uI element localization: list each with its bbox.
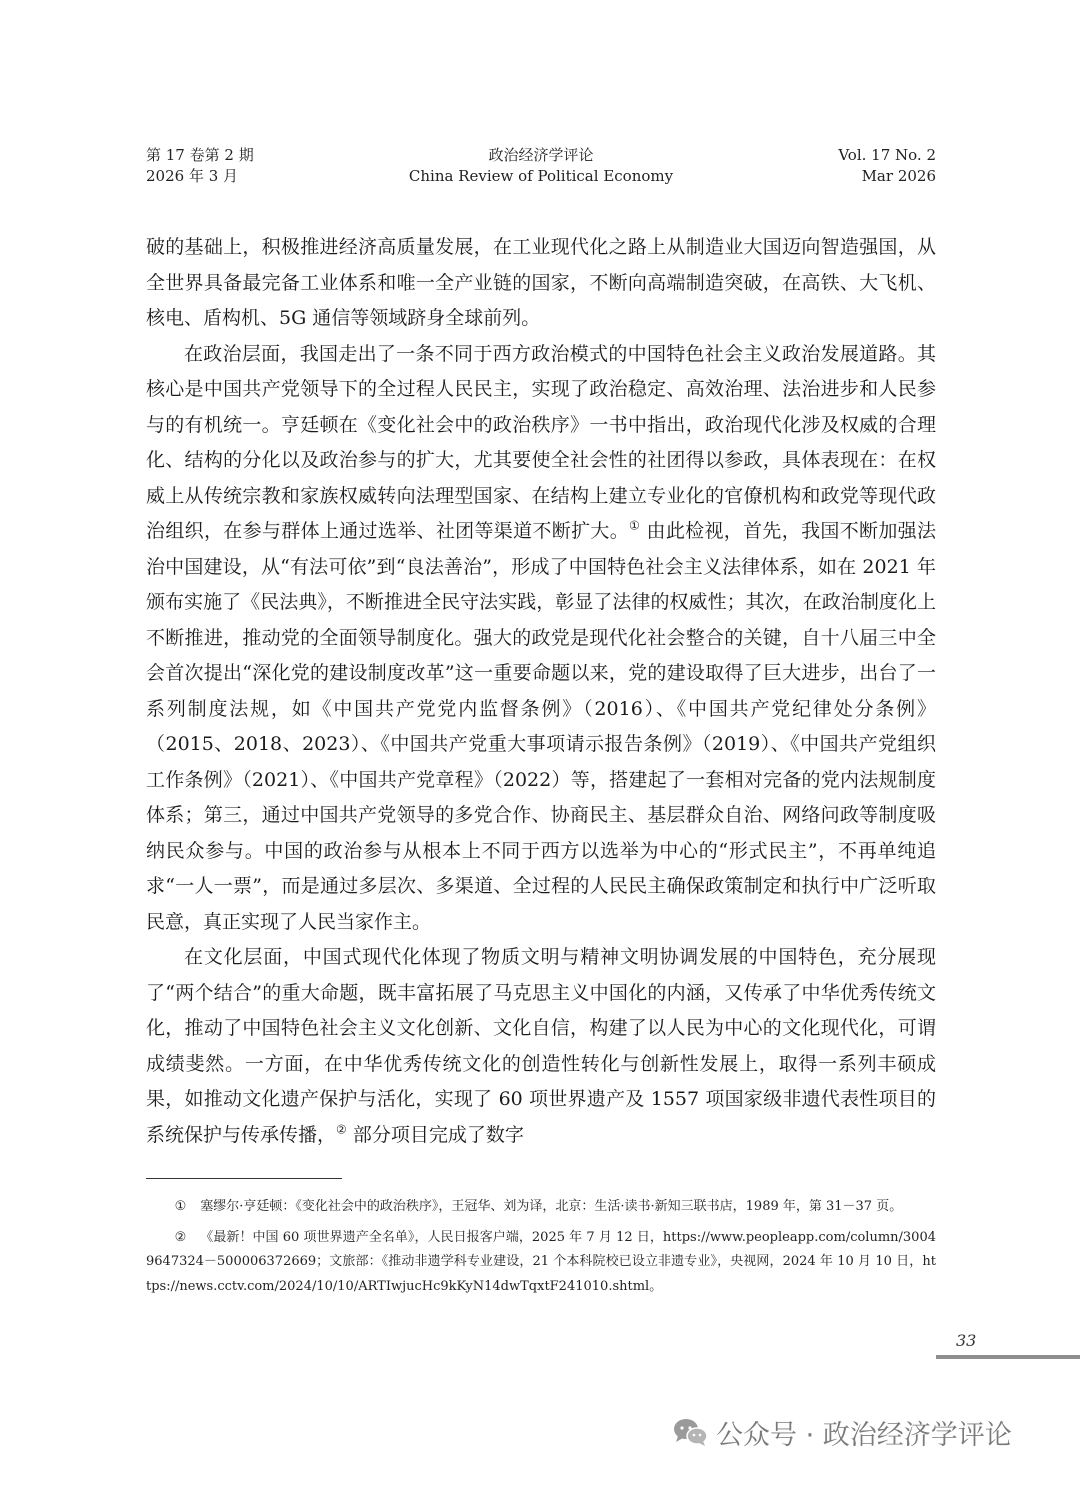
footnote-text: 《最新！中国 60 项世界遗产全名单》，人民日报客户端，2025 年 7 月 12 日，https://www.peopleapp.com/column/30049647324－500006372669；文旅部：《推动非遗学科专业建设，21 个本科院校已设立非遗专业》，央视网，2024 年 10 月 10 日，https://news.cctv.com/2024/10/10/ARTIwjucHc9kKyN14dwTqxtF241010.shtml。 <box>146 1229 936 1294</box>
paragraph-text: 在政治层面，我国走出了一条不同于西方政治模式的中国特色社会主义政治发展道路。其核心是中国共产党领导下的全过程人民民主，实现了政治稳定、高效治理、法治进步和人民参与的有机统一。亨廷顿在《变化社会中的政治秩序》一书中指出，政治现代化涉及权威的合理化、结构的分化以及政治参与的扩大，尤其要使全社会性的社团得以参政，具体表现在：在权威上从传统宗教和家族权威转向法理型国家、在结构上建立专业化的官僚机构和政党等现代政治组织，在参与群体上通过选举、社团等渠道不断扩大。 <box>146 342 936 542</box>
paragraph-politics <box>146 337 936 941</box>
running-header <box>146 145 936 189</box>
journal-title-cn: 政治经济学评论 <box>488 146 594 164</box>
paragraph-text: 部分项目完成了数字 <box>346 1123 524 1146</box>
footnote-2 <box>146 1226 936 1300</box>
paragraph-continued: 破的基础上，积极推进经济高质量发展，在工业现代化之路上从制造业大国迈向智造强国，从全世界具备最完备工业体系和唯一全产业链的国家，不断向高端制造突破，在高铁、大飞机、核电、盾构机、5G 通信等领域跻身全球前列。 <box>146 236 936 329</box>
issue-date-en: Mar 2026 <box>861 167 936 185</box>
footnote-text: 塞缪尔·亨廷顿：《变化社会中的政治秩序》，王冠华、刘为译，北京：生活·读书·新知三联书店，1989 年，第 31－37 页。 <box>200 1199 903 1214</box>
page-number: 33 <box>956 1331 977 1350</box>
footnotes <box>146 1195 936 1305</box>
wechat-watermark <box>672 1412 1012 1452</box>
header-right <box>838 145 936 187</box>
paragraph-culture <box>146 940 936 1153</box>
paragraph-text: 在文化层面，中国式现代化体现了物质文明与精神文明协调发展的中国特色，充分展现了“两个结合”的重大命题，既丰富拓展了马克思主义中国化的内涵，又传承了中华优秀传统文化，推动了中国特色社会主义文化创新、文化自信，构建了以人民为中心的文化现代化，可谓成绩斐然。一方面，在中华优秀传统文化的创造性转化与创新性发展上，取得一系列丰硕成果，如推动文化遗产保护与活化，实现了 60 项世界遗产及 1557 项国家级非遗代表性项目的系统保护与传承传播， <box>146 946 936 1146</box>
footnote-mark: ① <box>174 1199 187 1214</box>
page-number-bar <box>936 1355 1080 1359</box>
volume-number-en: Vol. 17 No. 2 <box>838 146 936 164</box>
footnote-ref-2[interactable]: ② <box>336 1122 347 1137</box>
paragraph-text: 由此检视，首先，我国不断加强法治中国建设，从“有法可依”到“良法善治”，形成了中国特色社会主义法律体系，如在 2021 年颁布实施了《民法典》，不断推进全民守法实践，彰显了法律的权威性；其次，在政治制度化上不断推进，推动党的全面领导制度化。强大的政党是现代化社会整合的关键，自十八届三中全会首次提出“深化党的建设制度改革”这一重要命题以来，党的建设取得了巨大进步，出台了一系列制度法规，如《中国共产党党内监督条例》（2016）、《中国共产党纪律处分条例》（2015、2018、2023）、《中国共产党重大事项请示报告条例》（2019）、《中国共产党组织工作条例》（2021）、《中国共产党章程》（2022）等，搭建起了一套相对完备的党内法规制度体系；第三，通过中国共产党领导的多党合作、协商民主、基层群众自治、网络问政等制度吸纳民众参与。中国的政治参与从根本上不同于西方以选举为中心的“形式民主”，不再单纯追求“一人一票”，而是通过多层次、多渠道、全过程的人民民主确保政策制定和执行中广泛听取民意，真正实现了人民当家作主。 <box>146 520 937 933</box>
journal-title-en: China Review of Political Economy <box>408 167 674 185</box>
watermark-text: 公众号 · 政治经济学评论 <box>716 1419 1012 1451</box>
wechat-icon <box>672 1417 708 1447</box>
volume-issue: 第 17 卷第 2 期 <box>146 146 254 164</box>
footnote-1 <box>146 1195 936 1220</box>
article-body <box>146 230 936 1153</box>
header-center <box>146 145 936 187</box>
footnote-mark: ② <box>174 1229 187 1245</box>
footnote-ref-1[interactable]: ① <box>629 518 641 533</box>
footnote-divider <box>146 1178 342 1179</box>
issue-date-cn: 2026 年 3 月 <box>146 167 239 185</box>
